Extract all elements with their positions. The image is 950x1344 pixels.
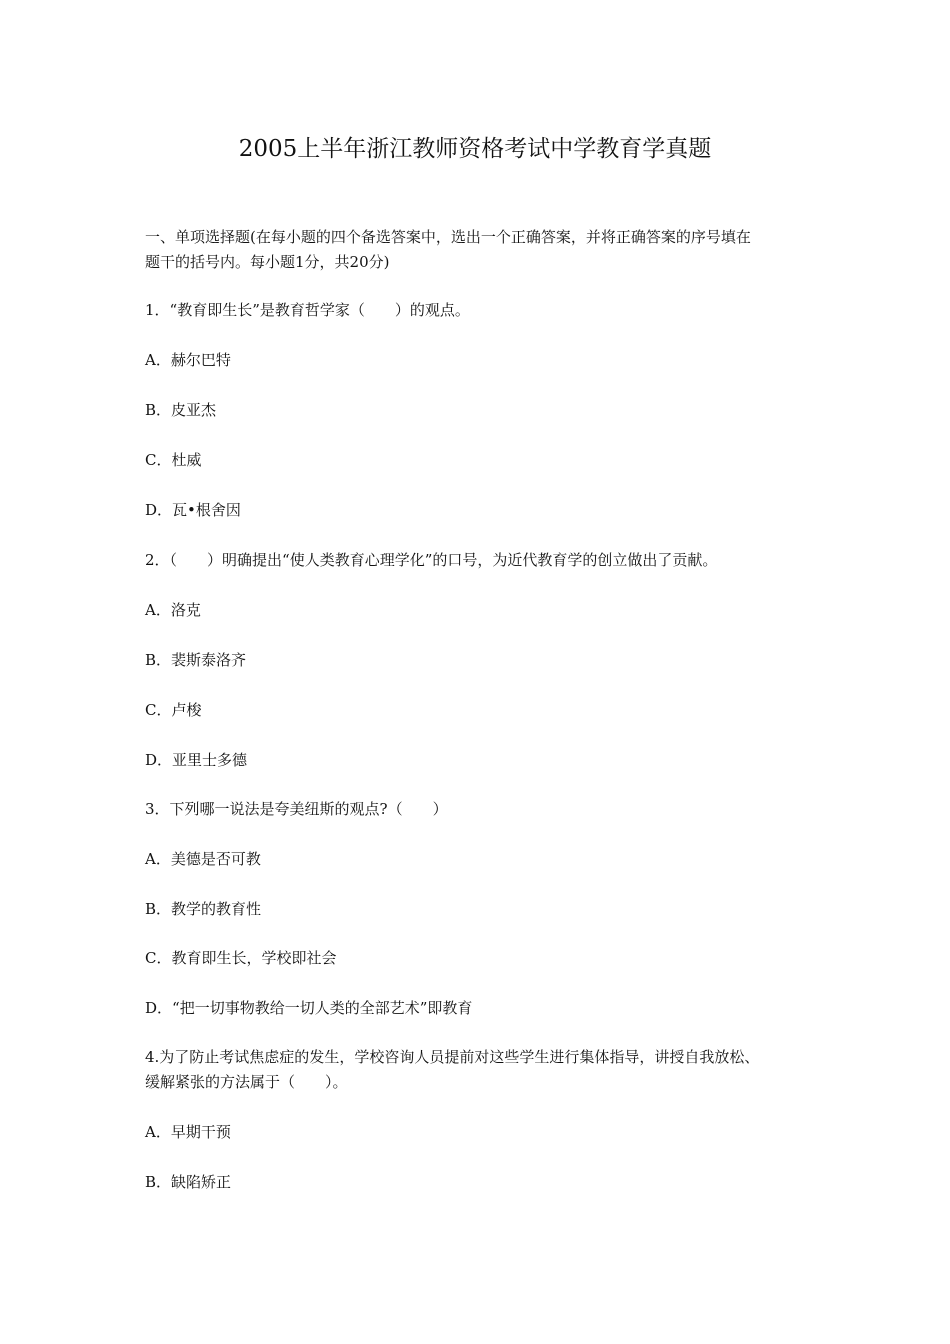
section-heading-line2: 题干的括号内。每小题1分，共20分) [145,253,390,271]
question-3-option-b: B．教学的教育性 [145,900,262,918]
question-2-option-d: D．亚里士多德 [145,751,248,769]
question-3-option-d: D．“把一切事物教给一切人类的全部艺术”即教育 [145,999,473,1017]
document-title: 2005上半年浙江教师资格考试中学教育学真题 [238,136,712,162]
question-3-option-a: A．美德是否可教 [145,850,261,868]
question-4-option-a: A．早期干预 [145,1123,231,1141]
question-1-option-c: C．杜威 [145,451,202,469]
question-4-stem-line1: 4.为了防止考试焦虑症的发生，学校咨询人员提前对这些学生进行集体指导，讲授自我放松、 [145,1048,760,1066]
question-1-stem: 1．“教育即生长”是教育哲学家（ ）的观点。 [145,301,470,319]
question-4-option-b: B．缺陷矫正 [145,1173,232,1191]
question-1-option-b: B．皮亚杰 [145,401,217,419]
question-1-option-a: A．赫尔巴特 [145,351,231,369]
question-4-stem-line2: 缓解紧张的方法属于（ ）。 [145,1073,348,1091]
question-2-option-c: C．卢梭 [145,701,202,719]
question-2-option-b: B．裴斯泰洛齐 [145,651,247,669]
question-3-option-c: C．教育即生长，学校即社会 [145,949,337,967]
question-2-stem: 2．（ ）明确提出“使人类教育心理学化”的口号，为近代教育学的创立做出了贡献。 [145,551,718,569]
question-2-option-a: A．洛克 [145,601,201,619]
section-heading-line1: 一、单项选择题(在每小题的四个备选答案中，选出一个正确答案，并将正确答案的序号填在 [145,228,751,246]
question-3-stem: 3．下列哪一说法是夸美纽斯的观点?（ ） [145,800,448,818]
question-1-option-d: D．瓦•根舍因 [145,501,241,519]
